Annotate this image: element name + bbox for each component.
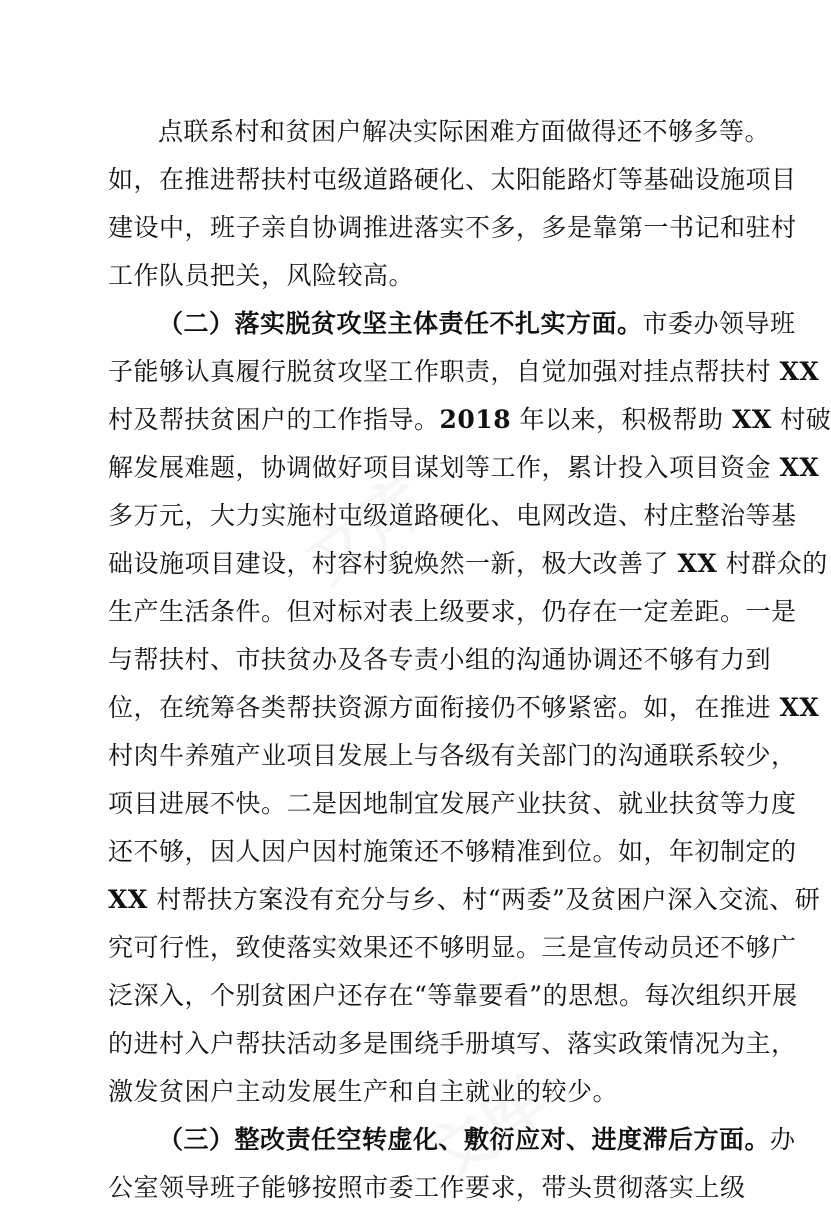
bold-text-segment: （三）整改责任空转虚化、敷衍应对、进度滞后方面。 [158,1125,771,1154]
text-segment: 村破 [771,405,831,434]
bold-text-segment: XX [732,405,772,434]
text-segment: 的进村入户帮扶活动多是围绕手册填写、落实政策情况为主， [108,1029,797,1058]
bold-text-segment: XX [677,549,718,578]
text-segment: 生产生活条件。但对标对表上级要求，仍存在一定差距。一是 [108,597,797,626]
text-line [108,1164,746,1212]
text-line [108,684,820,732]
watermark: 文库 [293,463,442,598]
text-line [108,732,797,780]
text-line [108,636,772,684]
text-segment: 村帮扶方案没有充分与乡、村“两委”及贫困户深入交流、研 [147,885,821,914]
document-body [108,108,831,1212]
text-segment: 究可行性，致使落实效果还不够明显。三是宣传动员还不够广 [108,933,797,962]
text-line [108,828,797,876]
text-line [108,588,797,636]
text-segment: 年以来，积极帮助 [511,405,733,434]
text-segment: 泛深入，个别贫困户还存在“等靠要看”的思想。每次组织开展 [108,981,798,1010]
text-line [108,780,797,828]
text-segment: 还不够，因人因户因村施策还不够精准到位。如，年初制定的 [108,837,797,866]
text-line [108,444,820,492]
text-segment: 村群众的 [717,549,828,578]
text-segment: 点联系村和贫困户解决实际困难方面做得还不够多等。 [158,117,771,146]
text-line [108,300,796,348]
text-segment: 建设中，班子亲自协调推进落实不多，多是靠第一书记和驻村 [108,213,797,242]
text-segment: 解发展难题，协调做好项目谋划等工作，累计投入项目资金 [108,453,780,482]
text-segment: 如，在推进帮扶村屯级道路硬化、太阳能路灯等基础设施项目 [108,165,797,194]
text-line [108,348,820,396]
text-segment: 村及帮扶贫困户的工作指导。 [108,405,440,434]
text-line [108,396,831,444]
bold-text-segment: （二）落实脱贫攻坚主体责任不扎实方面。 [158,309,643,338]
text-line [108,1068,728,1116]
bold-text-segment: XX [779,693,820,722]
text-segment: 子能够认真履行脱贫攻坚工作职责，自觉加强对挂点帮扶村 [108,357,780,386]
bold-text-segment: XX [779,453,820,482]
text-line [108,108,771,156]
text-segment: 工作队员把关，风险较高。 [108,261,415,290]
text-segment: 村肉牛养殖产业项目发展上与各级有关部门的沟通联系较少， [108,741,797,770]
text-segment: 激发贫困户主动发展生产和自主就业的较少。 [108,1077,619,1106]
text-line [108,972,798,1020]
watermark: 文库 [413,1063,562,1198]
text-segment: 市委办领导班 [642,309,796,338]
text-line [108,1020,797,1068]
text-line [108,492,797,540]
text-segment: 公室领导班子能够按照市委工作要求，带头贯彻落实上级 [108,1173,746,1202]
text-segment: 项目进展不快。二是因地制宜发展产业扶贫、就业扶贫等力度 [108,789,797,818]
bold-text-segment: XX [779,357,820,386]
bold-text-segment: XX [108,885,148,914]
text-line [108,924,797,972]
text-segment: 础设施项目建设，村容村貌焕然一新，极大改善了 [108,549,678,578]
text-segment: 办 [770,1125,796,1154]
text-segment: 位，在统筹各类帮扶资源方面衔接仍不够紧密。如，在推进 [108,693,780,722]
text-line [108,252,728,300]
text-line [108,540,828,588]
bold-text-segment: 2018 [439,405,512,434]
text-segment: 与帮扶村、市扶贫办及各专责小组的沟通协调还不够有力到 [108,645,772,674]
text-line [108,1116,796,1164]
text-segment: 多万元，大力实施村屯级道路硬化、电网改造、村庄整治等基 [108,501,797,530]
text-line [108,876,821,924]
text-line [108,204,797,252]
text-line [108,156,797,204]
